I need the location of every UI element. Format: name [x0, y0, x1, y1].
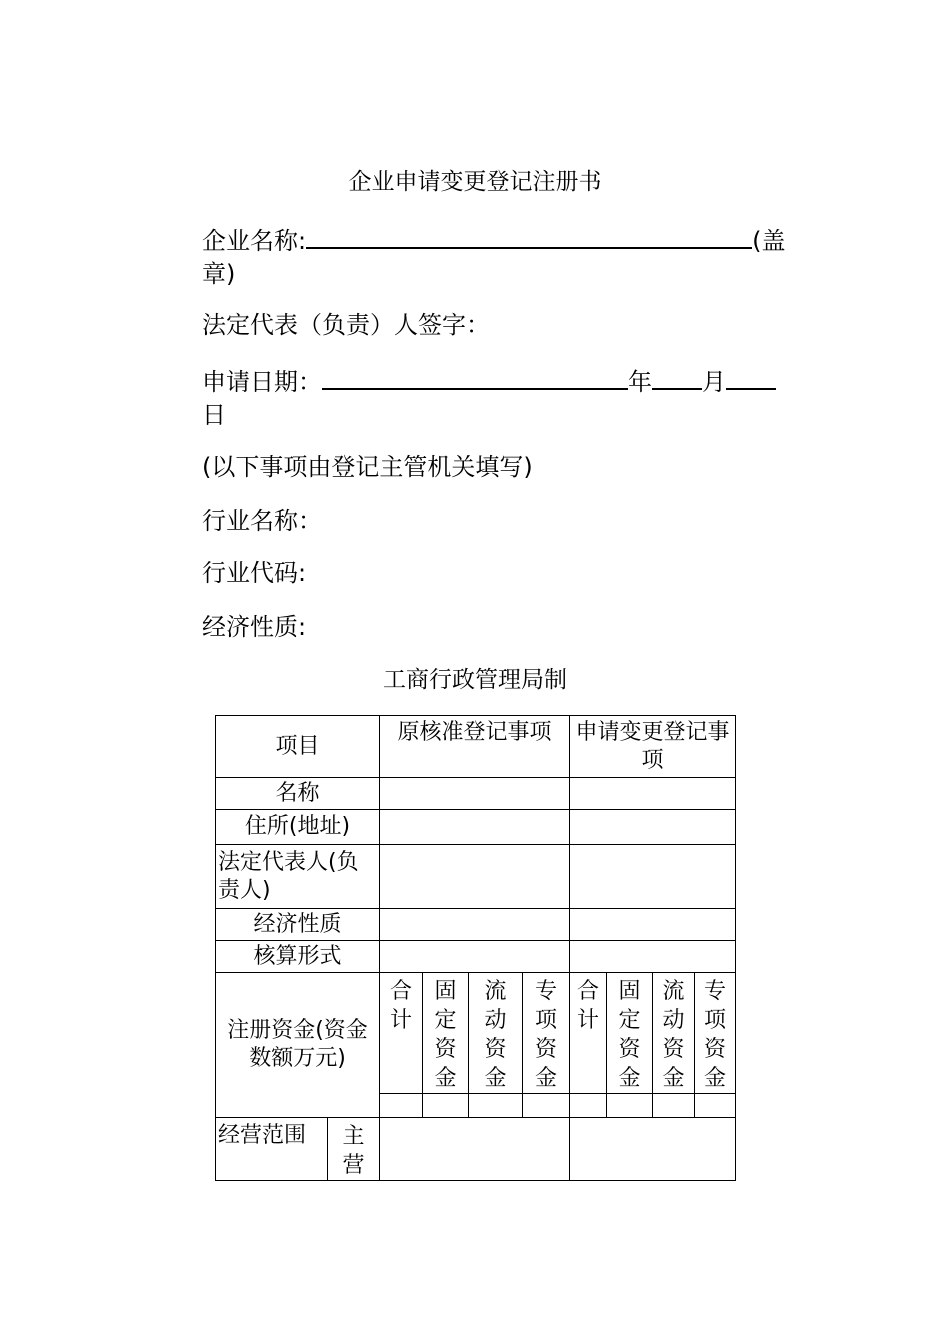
issuer-label: 工商行政管理局制 — [383, 667, 567, 693]
table-row — [216, 941, 736, 973]
cell-original-name[interactable] — [380, 778, 570, 810]
apply-date-field — [202, 362, 802, 432]
company-name-field — [202, 221, 802, 291]
cell-change-capital-floating[interactable] — [653, 1094, 695, 1118]
day-label: 日 — [202, 401, 226, 429]
authority-note: (以下事项由登记主管机关填写) — [202, 453, 533, 481]
original-capital-floating: 流动资金 — [469, 973, 523, 1094]
row-legal-rep-label: 法定代表人(负责人) — [216, 845, 380, 909]
cell-change-economic-nature[interactable] — [570, 909, 736, 941]
table-row — [216, 909, 736, 941]
cell-change-capital-fixed[interactable] — [607, 1094, 653, 1118]
row-business-scope-label: 经营范围 — [216, 1118, 328, 1181]
change-capital-floating: 流动资金 — [653, 973, 695, 1094]
seal-note-open: (盖 — [752, 227, 786, 255]
apply-date-input-line[interactable] — [322, 362, 628, 390]
cell-original-legal-rep[interactable] — [380, 845, 570, 909]
cell-original-economic-nature[interactable] — [380, 909, 570, 941]
table-row — [216, 778, 736, 810]
original-capital-special: 专项资金 — [523, 973, 570, 1094]
row-registered-capital-label: 注册资金(资金数额万元) — [216, 973, 380, 1118]
change-capital-special: 专项资金 — [695, 973, 736, 1094]
table-header-row — [216, 716, 736, 778]
cell-original-capital-special[interactable] — [523, 1094, 570, 1118]
header-change: 申请变更登记事项 — [570, 716, 736, 778]
change-capital-fixed: 固定资金 — [607, 973, 653, 1094]
change-capital-total: 合计 — [570, 973, 607, 1094]
row-accounting-form-label: 核算形式 — [216, 941, 380, 973]
document-title: 企业申请变更登记注册书 — [348, 169, 602, 195]
original-capital-total: 合计 — [380, 973, 423, 1094]
cell-change-name[interactable] — [570, 778, 736, 810]
table-row — [216, 810, 736, 845]
cell-original-capital-total[interactable] — [380, 1094, 423, 1118]
legal-rep-signature-label: 法定代表（负责）人签字： — [202, 311, 490, 339]
month-label: 月 — [702, 368, 726, 396]
cell-change-business-main[interactable] — [570, 1118, 736, 1181]
header-item: 项目 — [216, 716, 380, 778]
cell-original-address[interactable] — [380, 810, 570, 845]
header-original: 原核准登记事项 — [380, 716, 570, 778]
economic-nature-label: 经济性质: — [202, 613, 307, 641]
row-name-label: 名称 — [216, 778, 380, 810]
year-label: 年 — [628, 368, 652, 396]
table-row — [216, 845, 736, 909]
row-address-label: 住所(地址) — [216, 810, 380, 845]
cell-change-accounting-form[interactable] — [570, 941, 736, 973]
company-name-input-line[interactable] — [306, 221, 752, 249]
registration-table — [215, 715, 736, 1181]
apply-date-label: 申请日期： — [202, 368, 322, 396]
table-row — [216, 1118, 736, 1181]
company-name-label: 企业名称: — [202, 227, 307, 255]
month-input-line[interactable] — [652, 362, 702, 390]
industry-name-label: 行业名称： — [202, 507, 322, 535]
cell-original-accounting-form[interactable] — [380, 941, 570, 973]
cell-change-capital-special[interactable] — [695, 1094, 736, 1118]
table-row — [216, 973, 736, 1094]
cell-original-capital-floating[interactable] — [469, 1094, 523, 1118]
day-input-line[interactable] — [726, 362, 776, 390]
row-business-main-label: 主营 — [328, 1118, 380, 1181]
original-capital-fixed: 固定资金 — [423, 973, 469, 1094]
row-economic-nature-label: 经济性质 — [216, 909, 380, 941]
cell-original-business-main[interactable] — [380, 1118, 570, 1181]
cell-change-capital-total[interactable] — [570, 1094, 607, 1118]
cell-original-capital-fixed[interactable] — [423, 1094, 469, 1118]
cell-change-legal-rep[interactable] — [570, 845, 736, 909]
industry-code-label: 行业代码: — [202, 559, 307, 587]
cell-change-address[interactable] — [570, 810, 736, 845]
seal-note-close: 章) — [202, 260, 236, 288]
